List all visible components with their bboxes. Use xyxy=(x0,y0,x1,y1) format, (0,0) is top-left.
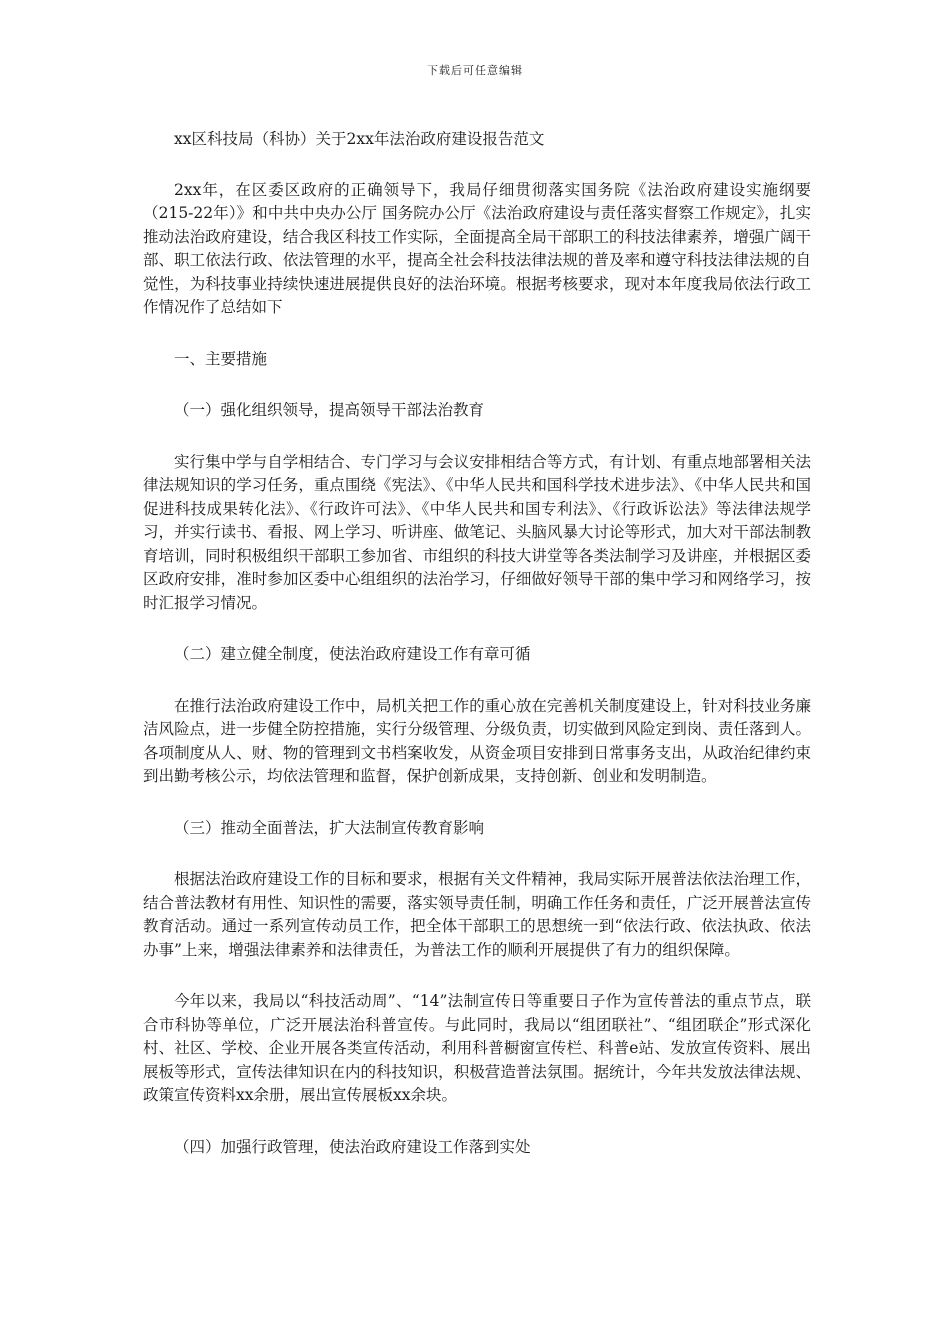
subsection-heading-2: （二）建立健全制度，使法治政府建设工作有章可循 xyxy=(174,645,531,663)
subsection-3-paragraph-2: 今年以来，我局以“科技活动周”、“14”法制宣传日等重要日子作为宣传普法的重点节点，联合市科协等单位，广泛开展法治科普宣传。与此同时，我局以“组团联社”、“组团联企”形式深化村、社区、学校、企业开展各类宣传活动，利用科普橱窗宣传栏、科普e站、发放宣传资料、展出展板等形式，宣传法律知识在内的科技知识，积极营造普法氛围。据统计，今年共发放法律法规、政策宣传资料xx余册，展出宣传展板xx余块。 xyxy=(143,992,811,1104)
subsection-heading-3: （三）推动全面普法，扩大法制宣传教育影响 xyxy=(174,818,485,837)
page-header-note: 下载后可任意编辑 xyxy=(427,64,523,77)
intro-paragraph: 2xx年，在区委区政府的正确领导下，我局仔细贯彻落实国务院《法治政府建设实施纲要（215-22年）》和中共中央办公厅 国务院办公厅《法治政府建设与责任落实督察工作规定》，扎实推动法治政府建设，结合我区科技工作实际，全面提高全局干部职工的科技法律素养，增强广阔干部、职工依法行政、依法管理的水平，提高全社会科技法律法规的普及率和遵守科技法律法规的自觉性，为科技事业持续快速进展提供良好的法治环境。根据考核要求，现对本年度我局依法行政工作情况作了总结如下 xyxy=(143,180,811,316)
subsection-3-paragraph-1: 根据法治政府建设工作的目标和要求，根据有关文件精神，我局实际开展普法依法治理工作，结合普法教材有用性、知识性的需要，落实领导责任制，明确工作任务和责任，广泛开展普法宣传教育活动。通过一系列宣传动员工作，把全体干部职工的思想统一到“依法行政、依法执政、依法办事”上来，增强法律素养和法律责任，为普法工作的顺利开展提供了有力的组织保障。 xyxy=(143,870,811,959)
document-body xyxy=(143,128,811,1187)
subsection-1-paragraph: 实行集中学与自学相结合、专门学习与会议安排相结合等方式，有计划、有重点地部署相关法律法规知识的学习任务，重点围绕《宪法》、《中华人民共和国科学技术进步法》、《中华人民共和国促进科技成果转化法》、《行政许可法》、《中华人民共和国专利法》、《行政诉讼法》等法律法规学习，并实行读书、看报、网上学习、听讲座、做笔记、头脑风暴大讨论等形式，加大对干部法制教育培训，同时积极组织干部职工参加省、市组织的科技大讲堂等各类法制学习及讲座，并根据区委区政府安排，准时参加区委中心组组织的法治学习，仔细做好领导干部的集中学习和网络学习，按时汇报学习情况。 xyxy=(143,452,811,612)
subsection-heading-4: （四）加强行政管理，使法治政府建设工作落到实处 xyxy=(174,1137,531,1156)
subsection-heading-1: （一）强化组织领导，提高领导干部法治教育 xyxy=(174,401,485,419)
subsection-2-paragraph: 在推行法治政府建设工作中，局机关把工作的重心放在完善机关制度建设上，针对科技业务廉洁风险点，进一步健全防控措施，实行分级管理、分级负责，切实做到风险定到岗、责任落到人。各项制度从人、财、物的管理到文书档案收发，从资金项目安排到日常事务支出，从政治纪律约束到出勤考核公示，均依法管理和监督，保护创新成果，支持创新、创业和发明制造。 xyxy=(143,696,811,785)
document-title: xx区科技局（科协）关于2xx年法治政府建设报告范文 xyxy=(174,130,545,148)
section-heading-main-measures: 一、主要措施 xyxy=(174,349,268,368)
